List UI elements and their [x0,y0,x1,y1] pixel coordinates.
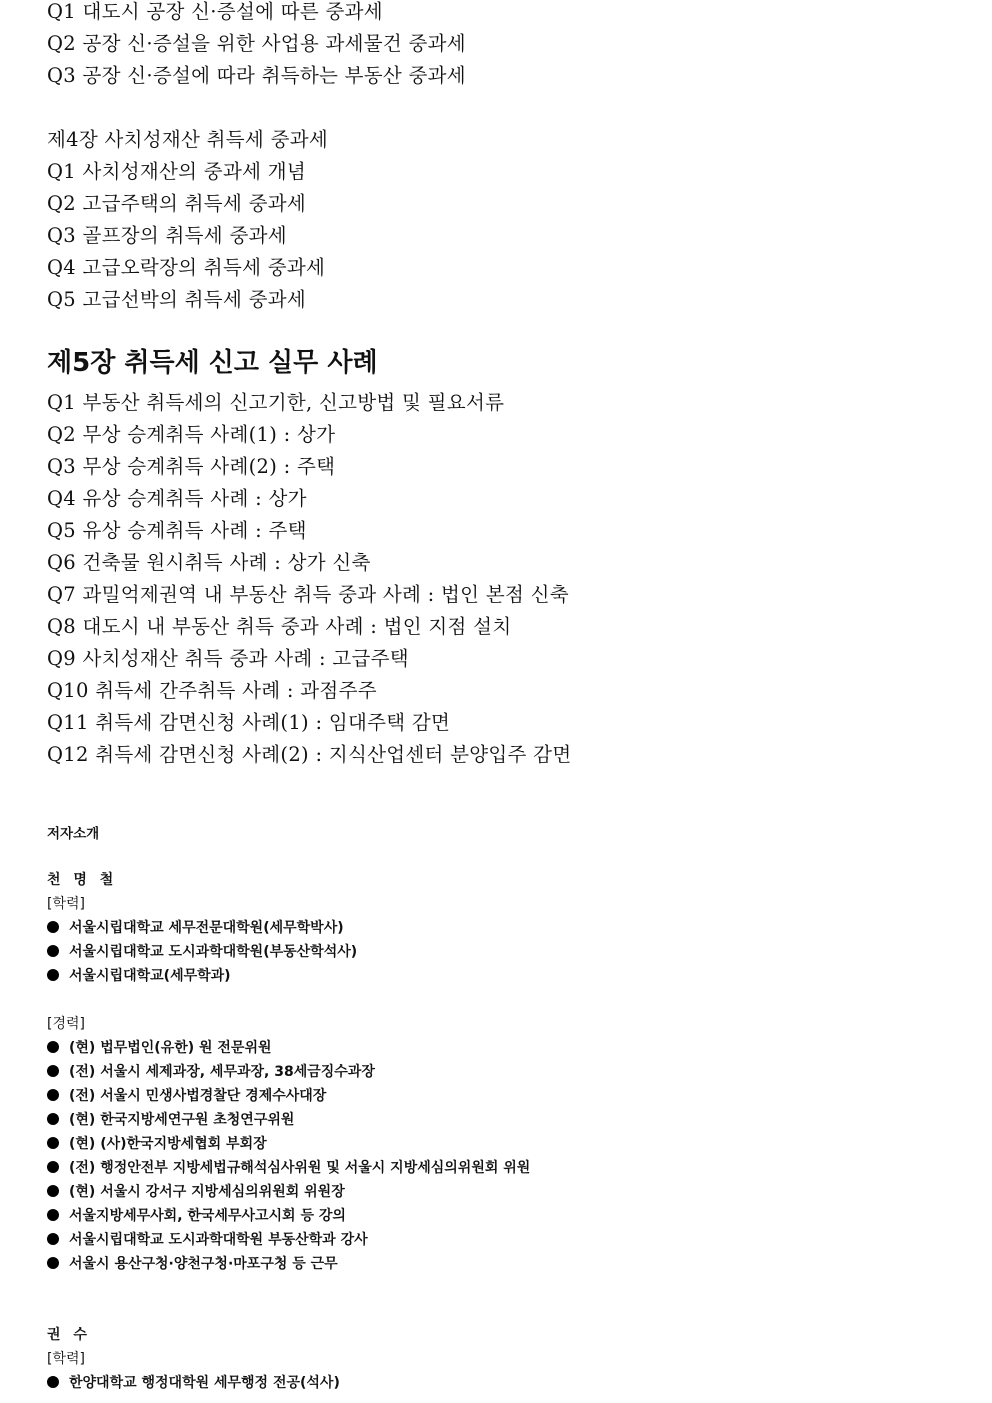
list-item: 서울시 용산구청·양천구청·마포구청 등 근무 [47,1252,530,1276]
toc-chapter4 [47,124,328,316]
toc-item: Q8 대도시 내 부동산 취득 중과 사례 : 법인 지점 설치 [47,615,512,638]
bullet-icon [47,1233,59,1245]
toc-item: Q2 공장 신·증설을 위한 사업용 과세물건 중과세 [47,32,466,55]
list-item: 서울지방세무사회, 한국세무사고시회 등 강의 [47,1204,530,1228]
list-item: (현) 법무법인(유한) 원 전문위원 [47,1036,530,1060]
toc-chapter3-continued [47,0,466,92]
bullet-icon [47,1041,59,1053]
toc-item: Q4 고급오락장의 취득세 중과세 [47,256,326,279]
list-item: 서울시립대학교 세무전문대학원(세무학박사) [47,916,530,940]
education-label: [학력] [47,896,85,912]
author-name: 천 명 철 [47,872,118,888]
toc-item: Q1 부동산 취득세의 신고기한, 신고방법 및 필요서류 [47,391,505,414]
toc-item: Q3 골프장의 취득세 중과세 [47,224,287,247]
bullet-icon [47,1137,59,1149]
list-item: 서울시립대학교(세무학과) [47,964,530,988]
toc-item: Q6 건축물 원시취득 사례 : 상가 신축 [47,551,371,574]
toc-chapter5 [47,387,571,771]
chapter5-title: 제5장 취득세 신고 실무 사례 [47,348,378,378]
toc-item: Q9 사치성재산 취득 중과 사례 : 고급주택 [47,647,409,670]
list-item: 서울시립대학교 도시과학대학원 부동산학과 강사 [47,1228,530,1252]
chapter4-title: 제4장 사치성재산 취득세 중과세 [47,128,328,151]
list-item: (현) 한국지방세연구원 초청연구위원 [47,1108,530,1132]
toc-item: Q7 과밀억제권역 내 부동산 취득 중과 사례 : 법인 본점 신축 [47,583,569,606]
toc-item: Q3 무상 승계취득 사례(2) : 주택 [47,455,336,478]
list-item: (현) (사)한국지방세협회 부회장 [47,1132,530,1156]
bullet-icon [47,1113,59,1125]
toc-item: Q2 무상 승계취득 사례(1) : 상가 [47,423,336,446]
education-label: [학력] [47,1351,85,1367]
toc-item: Q2 고급주택의 취득세 중과세 [47,192,306,215]
bullet-icon [47,1257,59,1269]
list-item: (전) 서울시 민생사법경찰단 경제수사대장 [47,1084,530,1108]
author-heading: 저자소개 [47,826,100,842]
toc-item: Q10 취득세 간주취득 사례 : 과점주주 [47,679,377,702]
author-profile [47,868,530,1276]
bullet-icon [47,1089,59,1101]
bullet-icon [47,1065,59,1077]
bullet-icon [47,1209,59,1221]
bullet-icon [47,1161,59,1173]
toc-item: Q12 취득세 감면신청 사례(2) : 지식산업센터 분양입주 감면 [47,743,572,766]
toc-item: Q1 사치성재산의 중과세 개념 [47,160,306,183]
bullet-icon [47,1185,59,1197]
bullet-icon [47,1376,59,1388]
career-label: [경력] [47,1016,85,1032]
bullet-icon [47,945,59,957]
author-profile [47,1323,340,1395]
author-name: 권 수 [47,1327,91,1343]
toc-item: Q11 취득세 감면신청 사례(1) : 임대주택 감면 [47,711,451,734]
list-item: (현) 서울시 강서구 지방세심의위원회 위원장 [47,1180,530,1204]
bullet-icon [47,921,59,933]
toc-item: Q1 대도시 공장 신·증설에 따른 중과세 [47,0,383,23]
bullet-icon [47,969,59,981]
toc-item: Q5 고급선박의 취득세 중과세 [47,288,306,311]
toc-item: Q4 유상 승계취득 사례 : 상가 [47,487,307,510]
list-item: (전) 서울시 세제과장, 세무과장, 38세금징수과장 [47,1060,530,1084]
list-item: 한양대학교 행정대학원 세무행정 전공(석사) [47,1371,340,1395]
toc-item: Q3 공장 신·증설에 따라 취득하는 부동산 중과세 [47,64,466,87]
list-item: (전) 행정안전부 지방세법규해석심사위원 및 서울시 지방세심의위원회 위원 [47,1156,530,1180]
list-item: 서울시립대학교 도시과학대학원(부동산학석사) [47,940,530,964]
toc-item: Q5 유상 승계취득 사례 : 주택 [47,519,307,542]
